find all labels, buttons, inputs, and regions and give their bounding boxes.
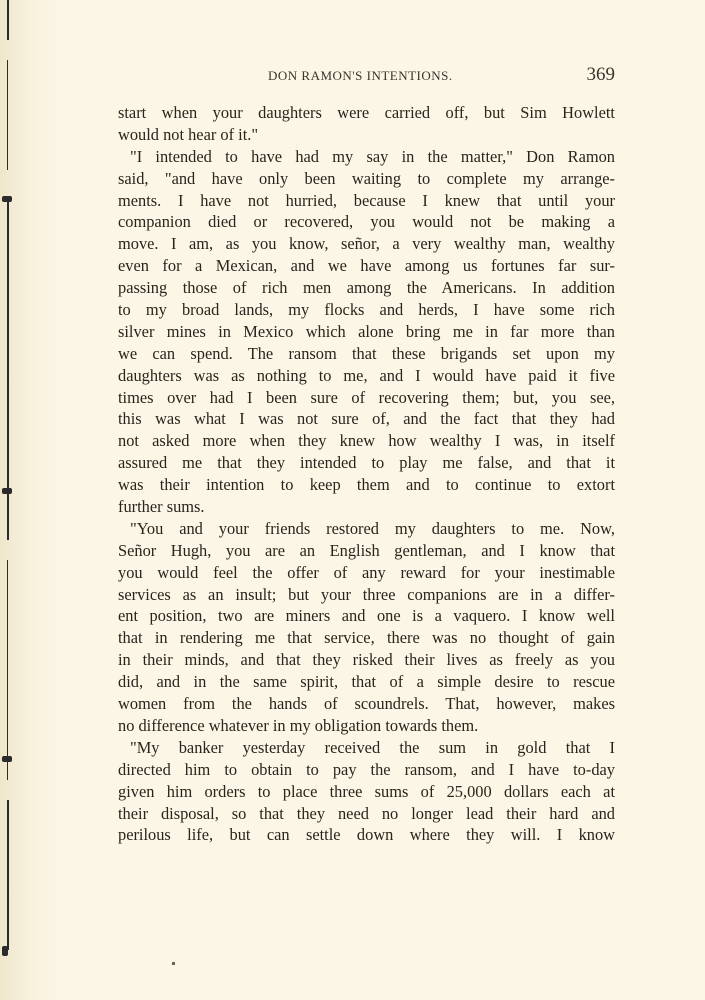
binding-line — [7, 800, 9, 950]
text-line: companion died or recovered, you would not be making a — [118, 212, 615, 232]
binding-line — [7, 560, 8, 780]
text-line: silver mines in Mexico which alone bring me in far more than — [118, 321, 615, 341]
text-line: further sums. — [118, 497, 205, 517]
binding-mark — [2, 756, 12, 762]
binding-mark — [2, 946, 8, 956]
text-line: move. I am, as you know, señor, a very wealthy man, wealthy — [118, 234, 615, 254]
text-line: was their intention to keep them and to continue to extort — [118, 475, 615, 495]
text-line: women from the hands of scoundrels. That, however, makes — [118, 694, 615, 714]
text-line: said, "and have only been waiting to complete my arrange- — [118, 168, 615, 188]
text-line: services as an insult; but your three companions are in a differ- — [118, 584, 615, 604]
running-head — [118, 64, 615, 94]
text-line: times over had I been sure of recovering them; but, you see, — [118, 387, 615, 407]
text-line: to my broad lands, my flocks and herds, I have some rich — [118, 300, 615, 320]
text-line: no difference whatever in my obligation towards them. — [118, 715, 479, 735]
text-line: in their minds, and that they risked their lives as freely as you — [118, 650, 615, 670]
text-line: "I intended to have had my say in the matter," Don Ramon — [130, 146, 615, 166]
text-line: perilous life, but can settle down where they will. I know — [118, 825, 615, 845]
text-line: that in rendering me that service, there was no thought of gain — [118, 628, 615, 648]
running-title: DON RAMON'S INTENTIONS. — [268, 68, 453, 83]
text-line: ent position, two are miners and one is a vaquero. I know well — [118, 606, 615, 626]
text-line: assured me that they intended to play me false, and that it — [118, 453, 615, 473]
text-line: did, and in the same spirit, that of a simple desire to rescue — [118, 672, 615, 692]
text-line: Señor Hugh, you are an English gentleman, and I know that — [118, 540, 615, 560]
text-line: daughters was as nothing to me, and I would have paid it five — [118, 365, 615, 385]
text-line: you would feel the offer of any reward for your inestimable — [118, 562, 615, 582]
text-line: not asked more when they knew how wealthy I was, in itself — [118, 431, 615, 451]
binding-mark — [2, 488, 12, 494]
page-binding-edge — [0, 0, 22, 1000]
binding-mark — [2, 196, 12, 202]
text-line: passing those of rich men among the Americans. In addition — [118, 278, 615, 298]
text-line: this was what I was not sure of, and the fact that they had — [118, 409, 615, 429]
text-line: would not hear of it." — [118, 124, 259, 144]
page-number: 369 — [586, 64, 615, 85]
footer-mark — [172, 962, 175, 965]
text-line: "You and your friends restored my daughters to me. Now, — [130, 518, 615, 538]
text-line: ments. I have not hurried, because I knew that until your — [118, 190, 615, 210]
text-line: their disposal, so that they need no longer lead their hard and — [118, 803, 615, 823]
text-line: even for a Mexican, and we have among us fortunes far sur- — [118, 256, 615, 276]
text-line: "My banker yesterday received the sum in gold that I — [130, 737, 615, 757]
text-line: we can spend. The ransom that these brigands set upon my — [118, 343, 615, 363]
text-line: directed him to obtain to pay the ransom, and I have to-day — [118, 759, 615, 779]
binding-line — [7, 0, 9, 40]
binding-line — [7, 60, 8, 170]
text-line: given him orders to place three sums of 25,000 dollars each at — [118, 781, 615, 801]
text-line: start when your daughters were carried off, but Sim Howlett — [118, 103, 615, 122]
body-text — [118, 102, 615, 846]
